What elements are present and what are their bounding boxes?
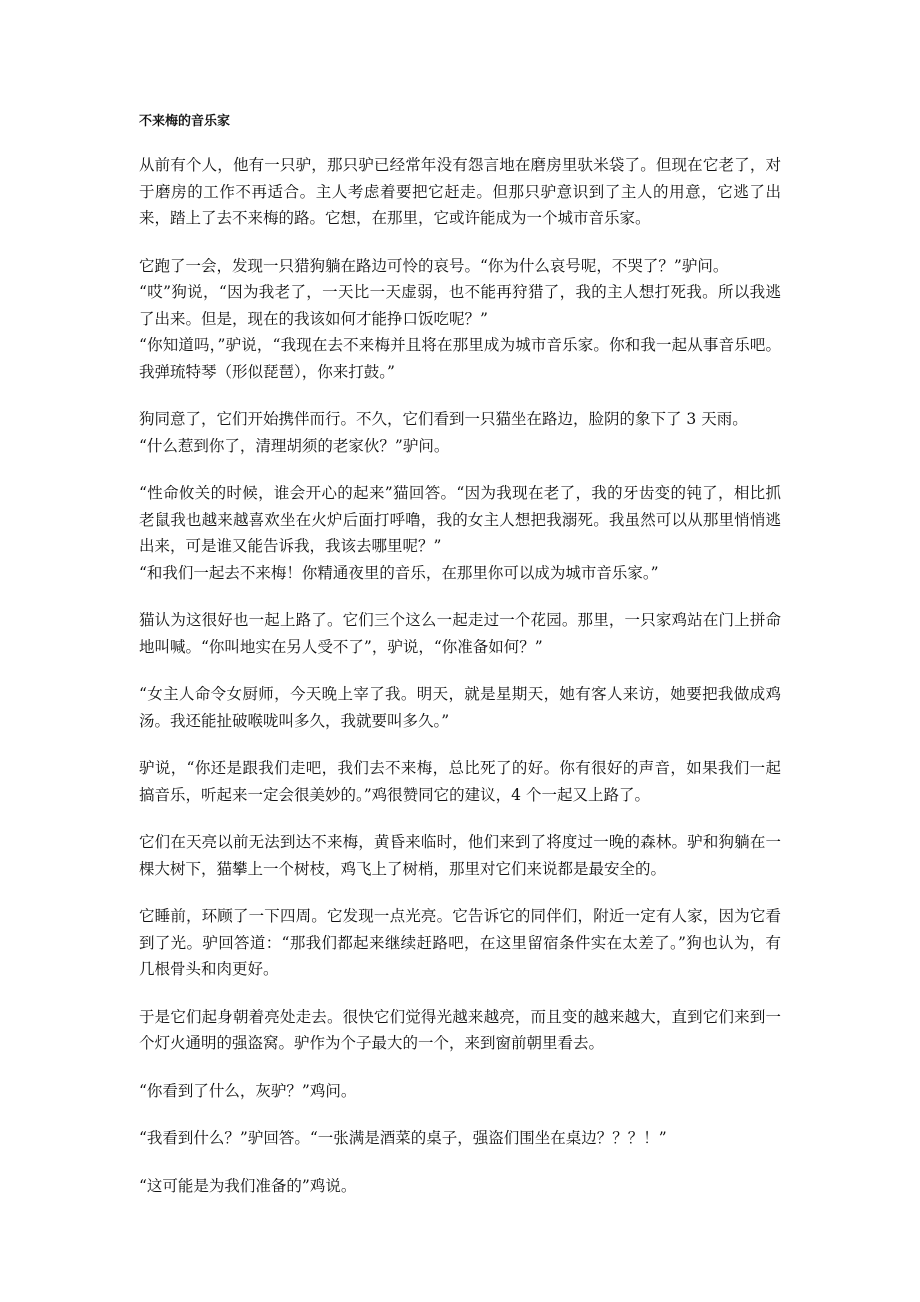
paragraph-text: 狗同意了，它们开始携伴而行。不久，它们看到一只猫坐在路边，脸阴的象下了 3 天雨。 <box>139 410 748 428</box>
paragraph-text: 它们在天亮以前无法到达不来梅，黄昏来临时，他们来到了将度过一晚的森林。驴和狗躺在一棵大树下，猫攀上一个树枝，鸡飞上了树梢，那里对它们来说都是最安全的。 <box>139 833 781 878</box>
paragraph-text: 它跑了一会，发现一只猎狗躺在路边可怜的哀号。“你为什么哀号呢，不哭了？”驴问。 <box>139 256 729 275</box>
paragraph <box>139 406 781 459</box>
paragraph-text: “我看到什么？”驴回答。“一张满是酒菜的桌子，强盗们围坐在桌边？？？！” <box>139 1129 667 1147</box>
paragraph-text: “你看到了什么，灰驴？”鸡问。 <box>139 1081 357 1100</box>
paragraph <box>139 1173 781 1200</box>
paragraph-text: “你知道吗，”驴说，“我现在去不来梅并且将在那里成为城市音乐家。你和我一起从事音乐吧。我弹琉特琴（形似琵琶），你来打鼓。” <box>139 336 781 381</box>
paragraph <box>139 903 781 983</box>
document-body <box>139 152 781 1199</box>
paragraph <box>139 607 781 660</box>
paragraph <box>139 1004 781 1057</box>
paragraph-text: 它睡前，环顾了一下四周。它发现一点光亮。它告诉它的同伴们，附近一定有人家，因为它看到了光。驴回答道：“那我们都起来继续赶路吧，在这里留宿条件实在太差了。”狗也认为，有几根骨头和肉更好。 <box>139 907 781 978</box>
paragraph <box>139 152 781 232</box>
paragraph <box>139 1125 781 1152</box>
paragraph-text: “女主人命令女厨师，今天晚上宰了我。明天，就是星期天，她有客人来访，她要把我做成鸡汤。我还能扯破喉咙叫多久，我就要叫多久。” <box>139 685 781 730</box>
paragraph-text: “什么惹到你了，清理胡须的老家伙？”驴问。 <box>139 436 450 455</box>
paragraph <box>139 1078 781 1105</box>
document-title: 不来梅的音乐家 <box>139 114 231 129</box>
paragraph-text: 于是它们起身朝着亮处走去。很快它们觉得光越来越亮，而且变的越来越大，直到它们来到一个灯火通明的强盗窝。驴作为个子最大的一个，来到窗前朝里看去。 <box>139 1007 781 1052</box>
paragraph <box>139 681 781 734</box>
paragraph-text: 驴说，“你还是跟我们走吧，我们去不来梅，总比死了的好。你有很好的声音，如果我们一起搞音乐，听起来一定会很美妙的。”鸡很赞同它的建议，4 个一起又上路了。 <box>139 759 781 804</box>
paragraph-text: 从前有个人，他有一只驴，那只驴已经常年没有怨言地在磨房里驮米袋了。但现在它老了，对于磨房的工作不再适合。主人考虑着要把它赶走。但那只驴意识到了主人的用意，它逃了出来，踏上了去不来梅的路。它想，在那里，它或许能成为一个城市音乐家。 <box>139 156 781 227</box>
paragraph <box>139 253 781 386</box>
paragraph-text: “和我们一起去不来梅！你精通夜里的音乐，在那里你可以成为城市音乐家。” <box>139 563 659 582</box>
paragraph <box>139 829 781 882</box>
paragraph-text: 猫认为这很好也一起上路了。它们三个这么一起走过一个花园。那里，一只家鸡站在门上拼命地叫喊。“你叫地实在另人受不了”，驴说，“你准备如何？” <box>139 611 781 656</box>
paragraph-text: “哎”狗说，“因为我老了，一天比一天虚弱，也不能再狩猎了，我的主人想打死我。所以我逃了出来。但是，现在的我该如何才能挣口饭吃呢？” <box>139 283 781 328</box>
paragraph <box>139 480 781 586</box>
paragraph-text: “这可能是为我们准备的”鸡说。 <box>139 1176 357 1195</box>
paragraph-text: “性命攸关的时候，谁会开心的起来”猫回答。“因为我现在老了，我的牙齿变的钝了，相比抓老鼠我也越来越喜欢坐在火炉后面打呼噜，我的女主人想把我溺死。我虽然可以从那里悄悄逃出来，可是谁又能告诉我，我该去哪里呢？” <box>139 484 781 555</box>
document-page <box>139 112 781 1220</box>
paragraph <box>139 755 781 808</box>
